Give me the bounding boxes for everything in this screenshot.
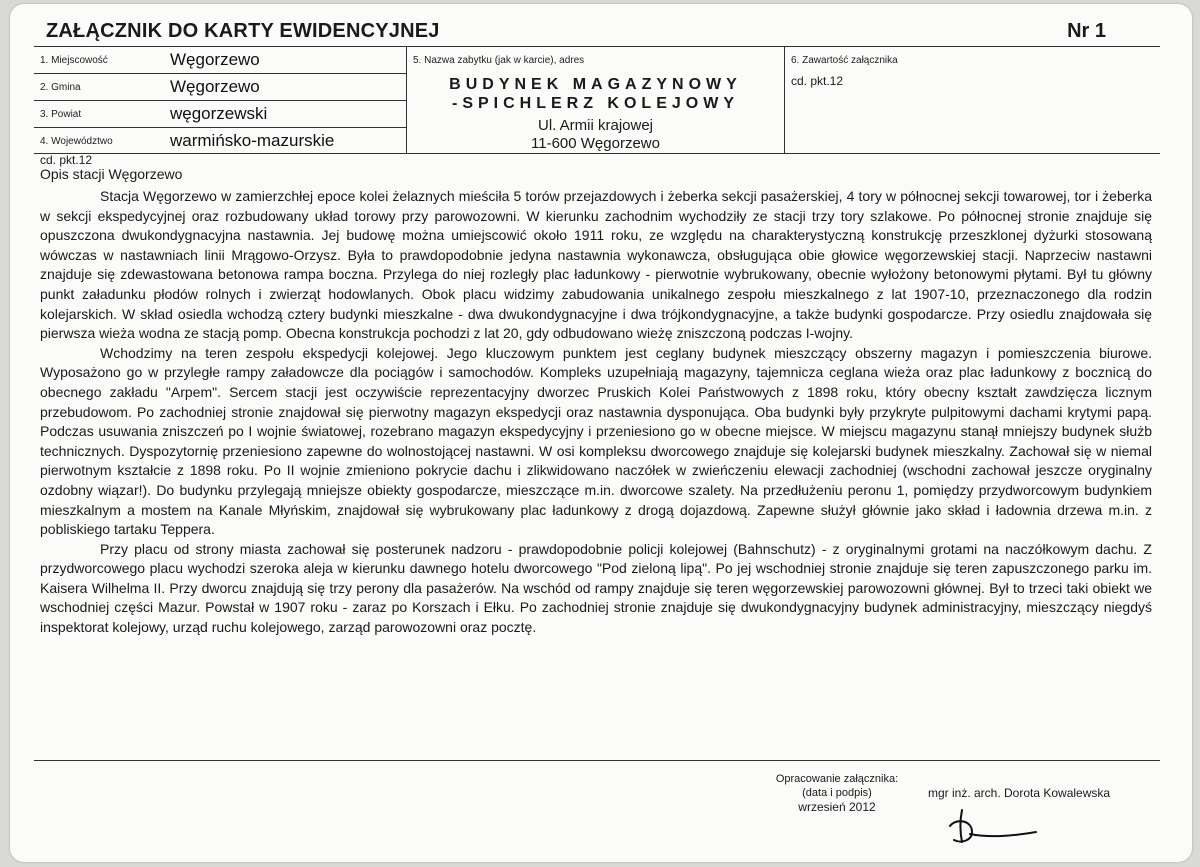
field-value: węgorzewski [170,104,268,123]
monument-field [407,47,784,153]
field-voivodeship [34,128,406,154]
field-locality [34,47,406,74]
monument-street: Ul. Armii krajowej [537,117,654,134]
field-commune [34,74,406,101]
monument-name-line-1: BUDYNEK MAGAZYNOWY [449,76,742,93]
field-label: 2. Gmina [40,82,81,93]
document-sheet [10,4,1192,862]
record-form [34,46,1160,154]
paragraph: Przy placu od strony miasta zachował się posterunek nadzoru - prawdopodobnie policji kolejowej (Bahnschutz) - z oryginalnymi grotami na naczółkowym dachu. Z przydworcowego placu wychodzi szeroka aleja w kierunku dawnego hotelu dworcowego "Pod zieloną lipą". Po jej wschodniej stronie znajduje się teren zapuszczonego parku im. Kaisera Wilhelma II. Przy dworcu znajdują się trzy perony dla pasażerów. Na wschód od rampy znajduje się teren węgorzewskiej parowozowni głównej. Był to trzeci taki obiekt we wschodniej części Mazur. Powstał w 1907 roku - zaraz po Korszach i Ełku. Po zachodniej stronie znajduje się dwukondygnacyjny budynek administracyjny, mieszczący niegdyś inspektorat kolejowy, urząd ruchu kolejowego, zarząd parowozowni oraz pocztę. [40,540,1152,636]
field-label: 1. Miejscowość [40,55,108,66]
field-value: Węgorzewo [170,50,260,69]
paragraph: Wchodzimy na teren zespołu ekspedycji kolejowej. Jego kluczowym punktem jest ceglany budynek mieszczący obszerny magazyn i pomieszczenia biurowe. Wyposażono go w przyległe rampy załadowcze dla pociągów i samochodów. Kompleks uzupełniają magazyny, tajemnicza ceglana wieża oraz plac ładunkowy z bocznicą do obecnego zakładu "Arpem". Sercem stacji jest oczywiście reprezentacyjny dworzec Pruskich Kolei Państwowych z 1898 roku, który obecny kształt zawdzięcza licznym przebudowom. Po zachodniej stronie znajdował się pierwotny magazyn ekspedycji oraz nastawnia dysponująca. Oba budynki były przykryte pulpitowymi dachami krytymi papą. Podczas usuwania zniszczeń po I wojnie światowej, rozebrano magazyn ekspedycyjny i przeniesiono go w obecne miejsce. W miejscu magazynu stanął mniejszy budynek służb technicznych. Dyspozytornię przeniesiono zapewne do wolnostojącej nastawni. W osi kompleksu dworcowego znajduje się kolejarski budynek mieszkalny. Zachował się w niemal pierwotnym kształcie z 1898 roku. Po II wojnie zmieniono pokrycie dachu i zlikwidowano naczółek w zwieńczeniu elewacji zachodniej (wschodni zachował jeszcze oryginalny ozdobny wiązar!). Do budynku przylegają mniejsze obiekty gospodarcze, mieszczące m.in. dworcowe szalety. Na przedłużeniu peronu 1, pomiędzy przydworcowym budynkiem mieszkalnym a mostem na Kanale Młyńskim, znajdował się wybrukowany plac ładunkowy z drogą dojazdową. Zapewne służył głównie jako skład i ładownia drzewa m.in. z pobliskiego tartaku Teppera. [40,344,1152,538]
author-name: mgr inż. arch. Dorota Kowalewska [928,786,1111,800]
paragraph: Stacja Węgorzewo w zamierzchłej epoce kolei żelaznych mieściła 5 torów przejazdowych i żeberka sekcji pasażerskiej, 4 tory w północnej sekcji towarowej, tor i żeberka w sekcji ekspedycyjnej oraz rozbudowany układ torowy przy parowozowni. W kierunku zachodnim wychodziły ze stacji trzy tory szlakowe. Po północnej stronie znajduje się opuszczona dwukondygnacyjna nastawnia. Jej budowę można umiejscowić około 1911 roku, ze względu na charakterystyczną konstrukcję przeszklonej dyżurki stosowaną wówczas w nastawniach linii Mrągowo-Orzysz. Była to prawdopodobnie jedyna nastawnia wykonawcza, obsługująca obie głowice węgorzewskiej stacji. Naprzeciw nastawni znajduje się zdewastowana betonowa rampa boczna. Przylega do niej rozległy plac ładunkowy - pierwotnie wybrukowany, obecnie wyłożony betonowymi płytami. Był tu główny punkt załadunku płodów rolnych i zwierząt hodowlanych. Obok placu widzimy zabudowania unikalnego zespołu mieszkalnego z lat 1907-10, przeznaczonego dla rodzin kolejarskich. W skład osiedla wchodzą cztery budynki mieszkalne - dwa dwukondygnacyjne i dwa trójkondygnacyjne, a także budynki gospodarcze. Przy osiedlu znajdowała się pierwsza wieża wodna ze stacją pomp. Obecna konstrukcja pochodzi z lat 20, gdy odbudowano wieżę zniszczoną podczas I-wojny. [40,188,1152,342]
location-fields [34,47,406,153]
contents-label: 6. Zawartość załącznika [791,55,898,66]
document-title: ZAŁĄCZNIK DO KARTY EWIDENCYJNEJ [46,20,440,42]
section-title: Opis stacji Węgorzewo [40,166,183,182]
monument-address [407,117,784,153]
monument-postal: 11-600 Węgorzewo [531,135,660,152]
prepared-label: Opracowanie załącznika: [775,773,899,785]
field-value: Węgorzewo [170,77,260,96]
contents-field [785,47,1160,153]
monument-label: 5. Nazwa zabytku (jak w karcie), adres [413,55,585,66]
continuation-label: cd. pkt.12 [40,153,93,167]
signature-icon [940,804,1050,854]
field-label: 4. Województwo [40,136,113,147]
monument-name [407,75,784,113]
prepared-sublabel: (data i podpis) [802,787,872,799]
field-value: warmińsko-mazurskie [170,131,335,150]
footer-divider [34,760,1160,761]
prepared-date: wrzesień 2012 [798,800,876,814]
description-body [40,187,1152,638]
field-district [34,101,406,128]
document-number: Nr 1 [1067,20,1106,42]
contents-value: cd. pkt.12 [791,74,844,88]
monument-name-line-2: -SPICHLERZ KOLEJOWY [451,95,739,112]
field-label: 3. Powiat [40,109,82,120]
prepared-by-block [752,772,922,814]
